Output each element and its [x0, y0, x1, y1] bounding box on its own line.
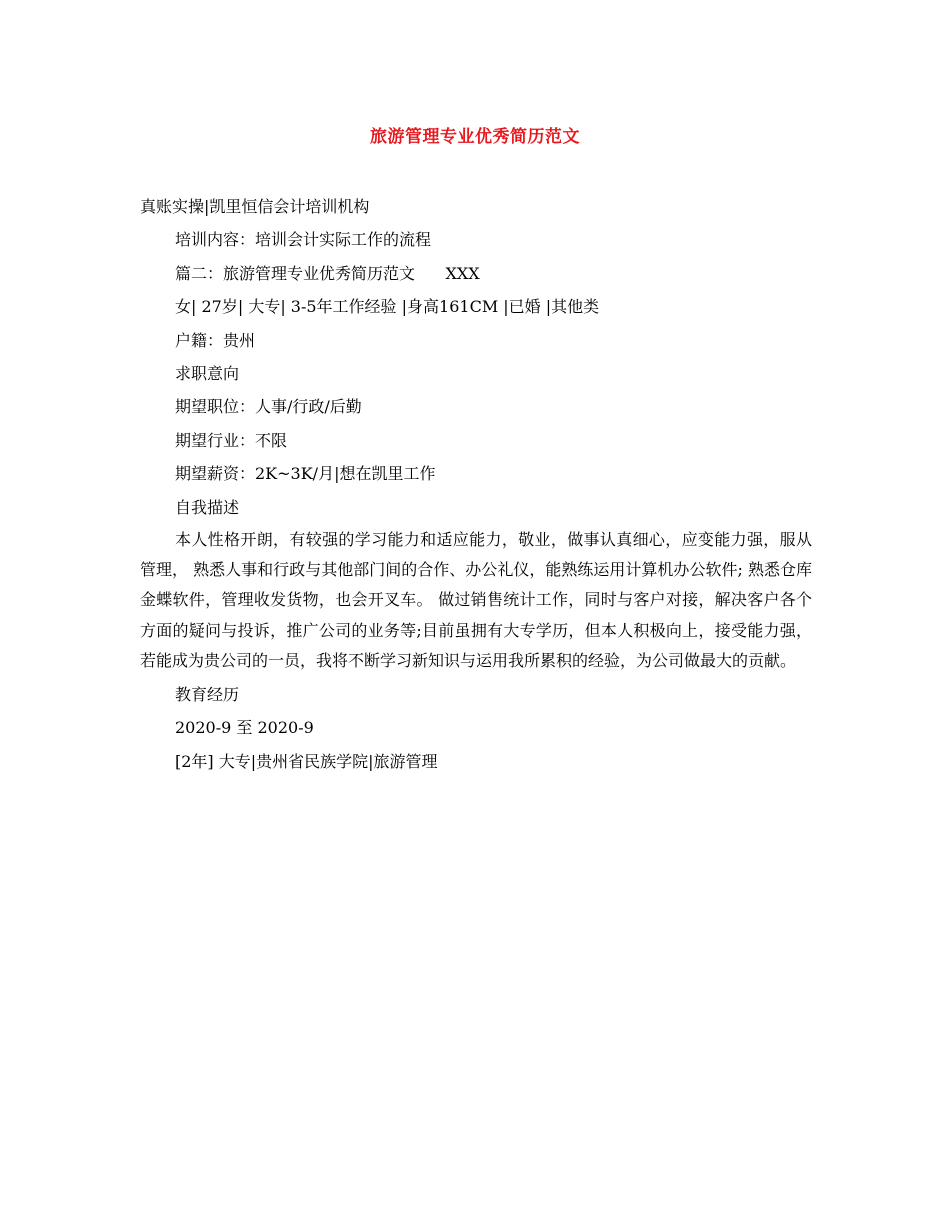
self-description-paragraph: 本人性格开朗，有较强的学习能力和适应能力，敬业，做事认真细心，应变能力强，服从管理， 熟悉人事和行政与其他部门间的合作、办公礼仪，能熟练运用计算机办公软件; 熟悉仓库金蝶软件，管理收发货物，也会开叉车。 做过销售统计工作，同时与客户对接，解决客户各个方面的疑问与投诉，推广公司的业务等;目前虽拥有大专学历，但本人积极向上，接受能力强，若能成为贵公司的一员，我将不断学习新知识与运用我所累积的经验，为公司做最大的贡献。	[140, 529, 812, 670]
intent-heading: 求职意向	[175, 363, 240, 383]
profile-line: 女| 27岁| 大专| 3-5年工作经验 |身高161CM |已婚 |其他类	[175, 297, 600, 317]
edu-detail-line: [2年] 大专|贵州省民族学院|旅游管理	[175, 751, 438, 771]
document-body	[140, 190, 812, 778]
edu-heading: 教育经历	[175, 684, 240, 704]
ad-line: 真账实操|凯里恒信会计培训机构	[140, 197, 370, 216]
training-line: 培训内容：培训会计实际工作的流程	[175, 230, 432, 250]
industry-line: 期望行业：不限	[175, 430, 288, 450]
edu-period-line: 2020-9 至 2020-9	[175, 718, 314, 738]
salary-line: 期望薪资：2K~3K/月|想在凯里工作	[175, 464, 436, 484]
document-title: 旅游管理专业优秀简历范文	[370, 127, 580, 147]
part-two-heading: 篇二：旅游管理专业优秀简历范文 XXX	[175, 263, 480, 283]
hukou-line: 户籍：贵州	[175, 330, 256, 350]
self-heading: 自我描述	[175, 497, 240, 517]
position-line: 期望职位：人事/行政/后勤	[175, 397, 362, 417]
